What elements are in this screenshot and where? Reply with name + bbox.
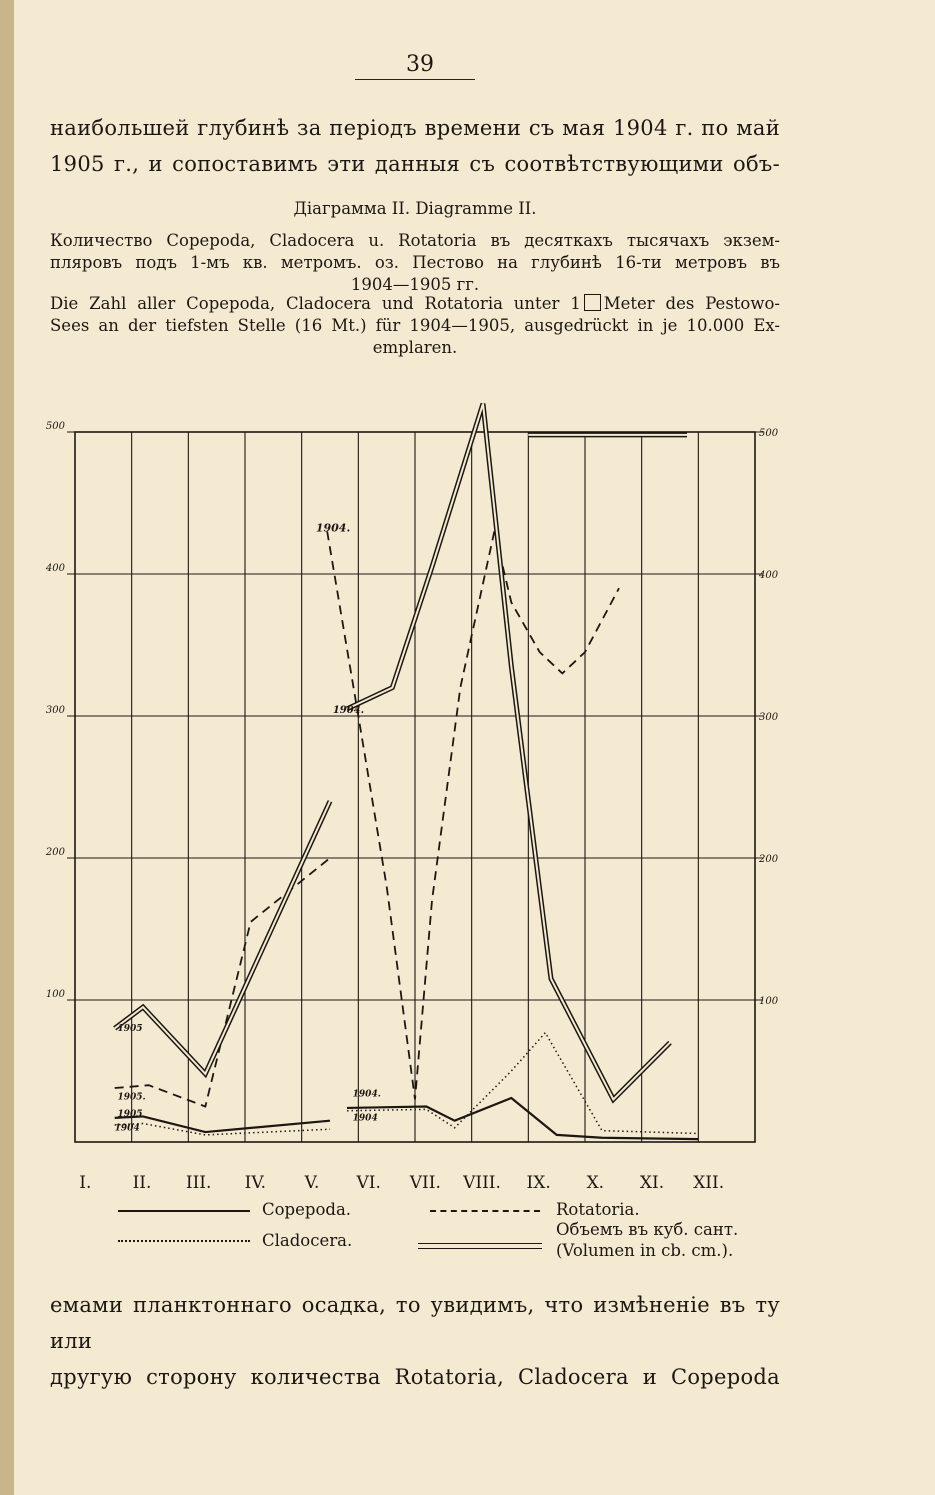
y-tick-label-right: 300 [759,712,779,723]
series-line-dotted [115,1124,330,1135]
series-line-dotted [347,1033,698,1134]
legend-volume-label: Объемъ въ куб. сант. [556,1220,739,1239]
year-annotation: 1904. [352,1089,381,1100]
body-text-bottom [50,1287,780,1395]
x-tick-label: IV. [244,1173,267,1190]
year-annotation: 1905. [117,1092,146,1103]
series-line-double [115,801,330,1074]
body-text-top [50,110,780,182]
legend-copepoda-line [118,1210,250,1212]
x-tick-label: VIII. [463,1173,501,1190]
x-tick-label: VI. [356,1173,381,1190]
caption-de-line-1a: Die Zahl aller Copepoda, Cladocera und Rotatoria unter 1 [50,294,581,313]
y-tick-label-right: 100 [759,996,779,1007]
diagram-chart [0,360,935,1190]
x-tick-label: VII. [409,1173,441,1190]
year-annotation: 1904 [114,1123,140,1134]
caption-ru-line-3: 1904—1905 гг. [350,275,480,294]
series-line-solid [347,1098,698,1139]
x-tick-label: XII. [693,1173,725,1190]
x-tick-label: II. [132,1173,152,1190]
y-tick-label-left: 400 [45,563,65,574]
y-tick-label-left: 200 [45,847,65,858]
year-annotation: 1905 [117,1024,143,1035]
legend-copepoda-label: Copepoda. [262,1200,352,1219]
legend-volume-sublabel: (Volumen in cb. cm.). [556,1241,734,1260]
diagram-title: Діаграмма II. Diagramme II. [293,199,537,218]
caption-de-line-2: Sees an der tiefsten Stelle (16 Mt.) für 1904—1905, ausgedrückt in je 10.000 Ex- [50,316,780,335]
body-bottom-line-1: емами планктоннаго осадка, то увидимъ, что измѣненіе въ ту или [50,1293,780,1353]
year-annotation: 1904 [352,1113,378,1124]
legend-rotatoria-label: Rotatoria. [556,1200,640,1219]
legend-volume-line [418,1243,542,1249]
caption-de-line-3: emplaren. [372,338,458,357]
x-tick-label: XI. [639,1173,665,1190]
legend-cladocera-line [118,1240,250,1242]
year-annotation: 1905 [117,1109,143,1120]
year-annotation: 1904. [332,705,365,717]
y-tick-label-right: 200 [759,854,779,865]
legend-cladocera-label: Cladocera. [262,1231,353,1250]
x-tick-label: V. [304,1173,320,1190]
series-line-dashed [327,531,619,1099]
x-tick-label: IX. [526,1173,551,1190]
y-tick-label-right: 500 [759,428,779,439]
page-number-rule [355,79,475,80]
year-annotation: 1904. [315,521,351,535]
y-tick-label-left: 100 [45,989,65,1000]
caption-de-line-1b: Meter des Pestowo- [603,294,780,313]
caption-de-line-1 [50,293,780,315]
x-tick-label: X. [586,1173,605,1190]
series-line-double [347,404,670,1100]
y-tick-label-left: 500 [45,421,65,432]
legend-rotatoria-line [430,1210,540,1212]
body-bottom-line-2: другую сторону количества Rotatoria, Cladocera и Copepoda [50,1365,780,1389]
caption-ru-line-1: Количество Copepoda, Cladocera u. Rotatoria въ десяткахъ тысячахъ экзем- [50,231,780,250]
caption-ru-line-2: пляровъ подъ 1-мъ кв. метромъ. оз. Пестово на глубинѣ 16-ти метровъ въ [50,253,780,272]
body-top-line-1: наибольшей глубинѣ за періодъ времени съ мая 1904 г. по май [50,116,780,140]
y-tick-label-right: 400 [759,570,779,581]
body-top-line-2: 1905 г., и сопоставимъ эти данныя съ соотвѣтствующими объ- [50,152,780,176]
x-tick-label: I. [79,1173,92,1190]
caption-russian [50,230,780,296]
square-meter-box-icon [584,294,601,311]
series-line-dashed [115,858,330,1107]
page-number: 39 [406,52,434,77]
y-tick-label-left: 300 [45,705,65,716]
caption-german [50,293,780,359]
x-tick-label: III. [185,1173,212,1190]
series-line-double [347,404,670,1100]
